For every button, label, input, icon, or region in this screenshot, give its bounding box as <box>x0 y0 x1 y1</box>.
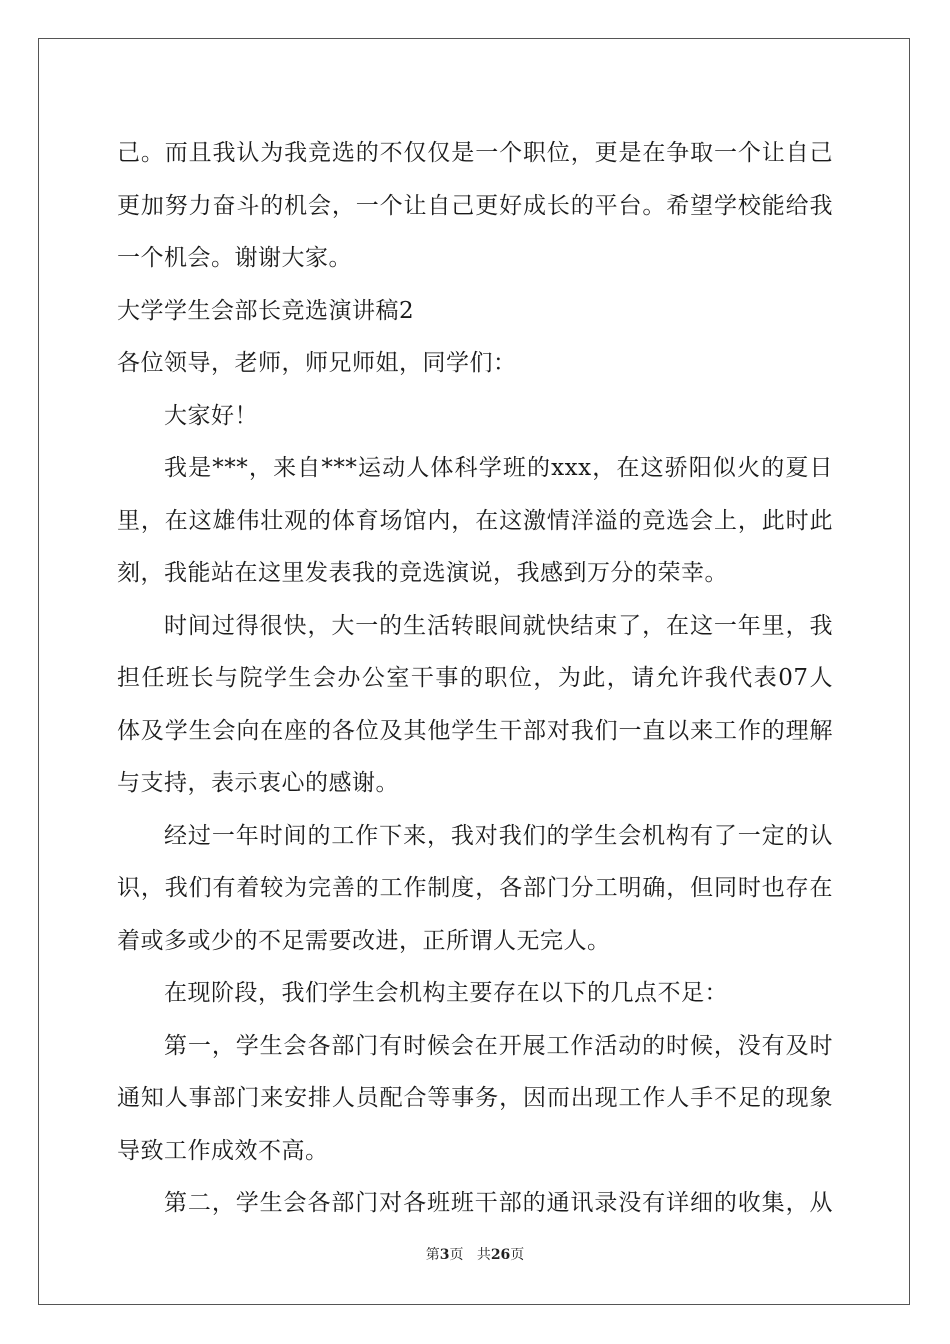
text-line <box>117 547 833 600</box>
line-text: 时间过得很快，大一的生活转眼间就快结束了，在这一年里，我 <box>164 612 833 639</box>
text-line <box>117 810 833 863</box>
line-text: 第二，学生会各部门对各班班干部的通讯录没有详细的收集，从 <box>164 1190 833 1216</box>
text-line <box>117 232 833 285</box>
text-line <box>117 127 833 180</box>
text-line <box>117 1125 833 1178</box>
line-text: 一个机会。谢谢大家。 <box>117 245 352 271</box>
total-prefix: 共 <box>476 1247 491 1263</box>
text-line <box>117 652 833 705</box>
salutation <box>117 337 833 390</box>
document-body <box>117 127 833 1230</box>
page-prefix: 第 <box>425 1247 440 1263</box>
line-text: 第一，学生会各部门有时候会在开展工作活动的时候，没有及时 <box>164 1032 833 1059</box>
text-line <box>117 915 833 968</box>
text-line <box>117 442 833 495</box>
text-line <box>117 1020 833 1073</box>
line-text: 与支持，表示衷心的感谢。 <box>117 770 399 796</box>
section-title <box>117 285 833 338</box>
text-line <box>117 967 833 1020</box>
line-text: 更加努力奋斗的机会，一个让自己更好成长的平台。希望学校能给我 <box>117 192 833 219</box>
line-text: 导致工作成效不高。 <box>117 1137 329 1164</box>
text-line <box>117 757 833 810</box>
page-footer <box>0 1244 950 1264</box>
total-pages: 26 <box>490 1247 511 1263</box>
page-suffix: 页 <box>449 1247 464 1263</box>
line-text: 己。而且我认为我竞选的不仅仅是一个职位，更是在争取一个让自己 <box>117 140 833 166</box>
line-text: 我是***，来自***运动人体科学班的xxx，在这骄阳似火的夏日 <box>164 455 833 481</box>
text-line <box>117 180 833 233</box>
line-text: 刻，我能站在这里发表我的竞选演说，我感到万分的荣幸。 <box>117 560 728 586</box>
line-text: 通知人事部门来安排人员配合等事务，因而出现工作人手不足的现象 <box>117 1085 833 1111</box>
line-text: 识，我们有着较为完善的工作制度，各部门分工明确，但同时也存在 <box>117 875 833 901</box>
text-line <box>117 1177 833 1230</box>
total-suffix: 页 <box>510 1247 525 1263</box>
page-number: 3 <box>439 1247 450 1263</box>
line-text: 体及学生会向在座的各位及其他学生干部对我们一直以来工作的理解 <box>117 717 833 744</box>
text-line <box>117 600 833 653</box>
text-line <box>117 705 833 758</box>
line-text: 大学学生会部长竞选演讲稿2 <box>117 297 415 324</box>
line-text: 担任班长与院学生会办公室干事的职位，为此，请允许我代表07人 <box>117 665 833 691</box>
line-text: 在现阶段，我们学生会机构主要存在以下的几点不足： <box>164 980 728 1006</box>
text-line <box>117 1072 833 1125</box>
greeting <box>117 390 833 443</box>
line-text: 里，在这雄伟壮观的体育场馆内，在这激情洋溢的竞选会上，此时此 <box>117 507 833 534</box>
text-line <box>117 862 833 915</box>
line-text: 各位领导，老师，师兄师姐，同学们： <box>117 350 517 376</box>
text-line <box>117 495 833 548</box>
line-text: 着或多或少的不足需要改进，正所谓人无完人。 <box>117 927 611 954</box>
line-text: 大家好！ <box>164 402 258 429</box>
line-text: 经过一年时间的工作下来，我对我们的学生会机构有了一定的认 <box>164 822 833 849</box>
